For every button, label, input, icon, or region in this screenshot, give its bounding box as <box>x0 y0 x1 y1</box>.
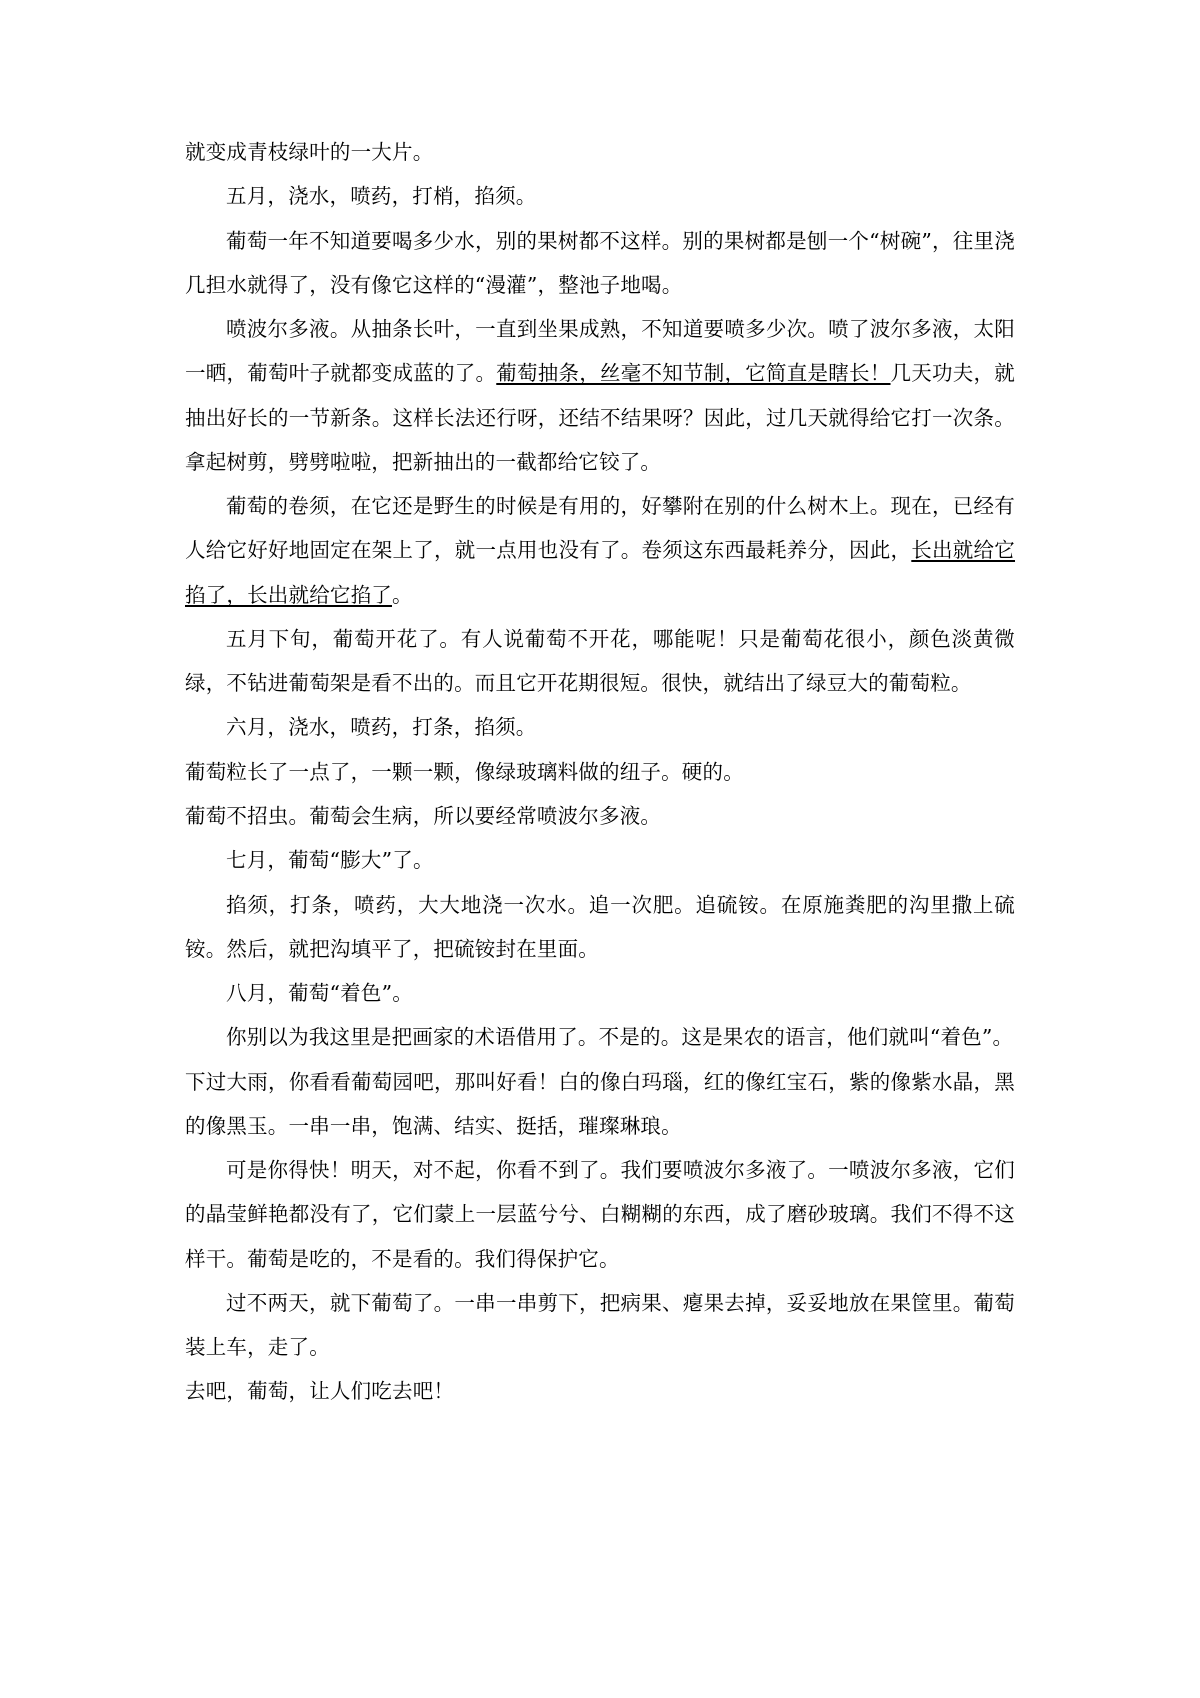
text-run: 就变成青枝绿叶的一大片。 <box>185 140 434 164</box>
text-run: 几天功夫，就抽出好长的一节新条。这样长法还行呀，还结不结果呀？因此，过几天就得给它打一次条。拿起树剪，劈劈啦啦，把新抽出的一截都给它铰了。 <box>185 361 1015 474</box>
paragraph <box>185 130 1015 174</box>
text-run: 掐须，打条，喷药，大大地浇一次水。追一次肥。追硫铵。在原施粪肥的沟里撒上硫铵。然后，就把沟填平了，把硫铵封在里面。 <box>185 892 1015 961</box>
paragraph <box>185 1015 1015 1059</box>
text-run: 可是你得快！明天，对不起，你看不到了。我们要喷波尔多液了。一喷波尔多液，它们的晶莹鲜艳都没有了，它们蒙上一层蓝兮兮、白糊糊的东西，成了磨砂玻璃。我们不得不这样干。葡萄是吃的，不是看的。我们得保护它。 <box>185 1158 1015 1271</box>
paragraph <box>185 1369 1015 1413</box>
text-run: 葡萄粒长了一点了，一颗一颗，像绿玻璃料做的纽子。硬的。 <box>185 759 744 784</box>
paragraph <box>185 1060 1015 1149</box>
paragraph <box>185 705 1015 749</box>
text-run: 葡萄一年不知道要喝多少水，别的果树都不这样。别的果树都是刨一个“树碗”，往里浇几担水就得了，没有像它这样的“漫灌”，整池子地喝。 <box>185 228 1015 297</box>
text-run: 七月，葡萄“膨大”了。 <box>226 848 434 873</box>
paragraph <box>185 484 1015 617</box>
text-run: 。 <box>392 582 413 607</box>
paragraph <box>185 617 1015 706</box>
paragraph <box>185 794 1015 838</box>
paragraph <box>185 883 1015 972</box>
paragraph <box>185 1148 1015 1281</box>
text-run: 过不两天，就下葡萄了。一串一串剪下，把病果、瘪果去掉，妥妥地放在果筐里。葡萄装上车，走了。 <box>185 1290 1015 1360</box>
paragraph <box>185 971 1015 1015</box>
text-run: 五月，浇水，喷药，打梢，掐须。 <box>226 184 537 209</box>
underlined-text-run: 长出就给它掐了，长出就给它掐了 <box>185 538 1016 607</box>
text-run: 下过大雨，你看看葡萄园吧，那叫好看！白的像白玛瑙，红的像红宝石，紫的像紫水晶，黑的像黑玉。一串一串，饱满、结实、挺括，璀璨琳琅。 <box>185 1069 1015 1138</box>
paragraph <box>185 1281 1015 1370</box>
text-run: 葡萄不招虫。葡萄会生病，所以要经常喷波尔多液。 <box>185 803 662 828</box>
text-run: 八月，葡萄“着色”。 <box>226 981 413 1006</box>
underlined-text-run: 葡萄抽条，丝毫不知节制，它简直是瞎长！ <box>496 361 891 386</box>
text-run: 葡萄的卷须，在它还是野生的时候是有用的，好攀附在别的什么树木上。现在，已经有人给它好好地固定在架上了，就一点用也没有了。卷须这东西最耗养分，因此， <box>185 494 1015 563</box>
text-run: 喷波尔多液。从抽条长叶，一直到坐果成熟，不知道要喷多少次。喷了波尔多液，太阳一晒，葡萄叶子就都变成蓝的了。 <box>185 317 1015 386</box>
text-run: 五月下旬，葡萄开花了。有人说葡萄不开花，哪能呢！只是葡萄花很小，颜色淡黄微绿，不钻进葡萄架是看不出的。而且它开花期很短。很快，就结出了绿豆大的葡萄粒。 <box>185 626 1015 696</box>
paragraph <box>185 219 1015 308</box>
text-run: 六月，浇水，喷药，打条，掐须。 <box>226 715 537 740</box>
text-run: 去吧，葡萄，让人们吃去吧！ <box>185 1379 455 1404</box>
text-run: 你别以为我这里是把画家的术语借用了。不是的。这是果农的语言，他们就叫“着色”。 <box>226 1025 1014 1050</box>
paragraph <box>185 750 1015 794</box>
paragraph <box>185 838 1015 882</box>
paragraph <box>185 307 1015 484</box>
document-body <box>185 130 1015 1414</box>
paragraph <box>185 174 1015 218</box>
